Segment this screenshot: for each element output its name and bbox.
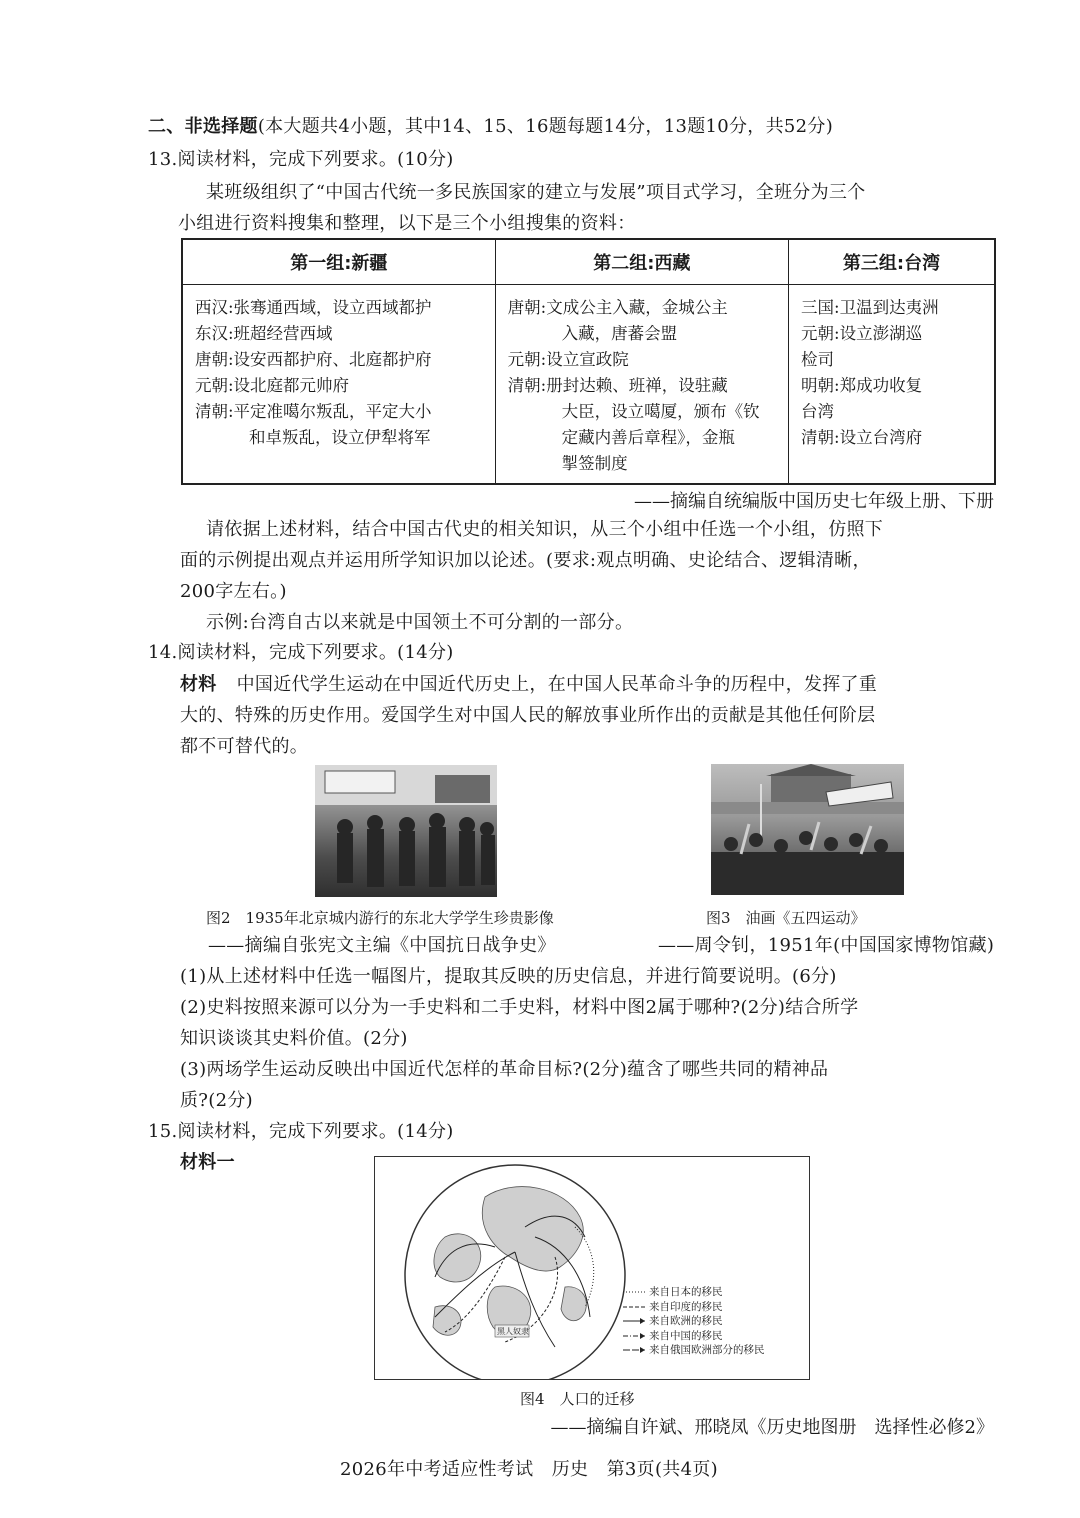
q14-material-text: 中国近代学生运动在中国近代历史上，在中国人民革命斗争的历程中，发挥了重	[236, 674, 878, 695]
q13-example: 示例:台湾自古以来就是中国领土不可分割的一部分。	[206, 612, 634, 633]
q15-material-label: 材料一	[180, 1152, 235, 1173]
table-line: 台湾	[801, 402, 835, 421]
legend-item	[623, 1285, 765, 1300]
section-heading-rest: (本大题共4小题，其中14、15、16题每题14分，13题10分，共52分)	[257, 116, 834, 137]
q13-table	[181, 238, 996, 485]
q15-title: 15.阅读材料，完成下列要求。(14分)	[148, 1121, 454, 1142]
legend-label: 来自中国的移民	[649, 1329, 723, 1342]
dotted-line-icon	[623, 1289, 645, 1295]
table-line: 唐朝:文成公主入藏，金城公主	[507, 298, 728, 317]
legend-item	[623, 1329, 765, 1344]
table-cell-xizang	[495, 285, 788, 485]
long-dash-arrow-icon	[623, 1347, 645, 1353]
q14-material-line2: 大的、特殊的历史作用。爱国学生对中国人民的解放事业所作出的贡献是其他任何阶层	[180, 705, 876, 726]
legend-label: 来自印度的移民	[649, 1300, 723, 1313]
fig3-painting	[711, 764, 904, 895]
q14-material-line3: 都不可替代的。	[180, 736, 309, 757]
table-line: 元朝:设立宣政院	[507, 350, 629, 369]
fig3-source: ——周令钊，1951年(中国国家博物馆藏)	[658, 935, 995, 956]
q13-req-line1: 请依据上述材料，结合中国古代史的相关知识，从三个小组中任选一个小组，仿照下	[206, 519, 884, 540]
fig2-caption: 图2 1935年北京城内游行的东北大学学生珍贵影像	[206, 909, 554, 927]
table-cell-taiwan	[789, 285, 995, 485]
q13-title: 13.阅读材料，完成下列要求。(10分)	[148, 149, 454, 170]
table-line: 明朝:郑成功收复	[801, 376, 923, 395]
q14-q3-line1: (3)两场学生运动反映出中国近代怎样的革命目标?(2分)蕴含了哪些共同的精神品	[180, 1059, 829, 1080]
section-heading-bold: 二、非选择题	[148, 116, 258, 137]
q13-source: ——摘编自统编版中国历史七年级上册、下册	[634, 491, 994, 512]
table-cell-xinjiang	[182, 285, 495, 485]
q14-q3-line2: 质?(2分)	[180, 1090, 253, 1111]
q14-q1: (1)从上述材料中任选一幅图片，提取其反映的历史信息，并进行简要说明。(6分)	[180, 966, 837, 987]
page-footer: 2026年中考适应性考试 历史 第3页(共4页)	[340, 1459, 718, 1480]
dashed-line-icon	[623, 1304, 645, 1310]
table-line: 元朝:设北庭都元帅府	[195, 376, 350, 395]
table-line: 大臣，设立噶厦，颁布《钦	[561, 402, 760, 421]
fig2-source: ——摘编自张宪文主编《中国抗日战争史》	[208, 935, 556, 956]
fig4-map	[374, 1156, 810, 1380]
table-line: 元朝:设立澎湖巡	[801, 324, 923, 343]
solid-arrow-icon	[623, 1318, 645, 1324]
legend-item	[623, 1300, 765, 1315]
q13-intro-line2: 小组进行资料搜集和整理，以下是三个小组搜集的资料：	[178, 213, 636, 234]
q13-intro-line1: 某班级组织了“中国古代统一多民族国家的建立与发展”项目式学习，全班分为三个	[206, 182, 866, 203]
fig3-caption: 图3 油画《五四运动》	[706, 909, 866, 927]
table-header-row	[182, 239, 995, 285]
table-line: 清朝:平定准噶尔叛乱，平定大小	[195, 402, 432, 421]
q14-material-line1	[180, 673, 877, 697]
q14-material-label: 材料	[180, 674, 217, 695]
table-line: 检司	[801, 350, 835, 369]
table-line: 西汉:张骞通西域，设立西域都护	[195, 298, 432, 317]
table-line: 入藏，唐蕃会盟	[561, 324, 678, 343]
legend-item	[623, 1343, 765, 1358]
q13-req-line2: 面的示例提出观点并运用所学知识加以论述。(要求:观点明确、史论结合、逻辑清晰，	[180, 550, 871, 571]
fig4-caption: 图4 人口的迁移	[520, 1390, 635, 1408]
table-header-xizang: 第二组:西藏	[495, 239, 788, 285]
table-line: 和卓叛乱，设立伊犁将军	[249, 428, 431, 447]
map-legend	[623, 1285, 765, 1358]
table-line: 清朝:设立台湾府	[801, 428, 923, 447]
table-body-row	[182, 285, 995, 485]
legend-item	[623, 1314, 765, 1329]
q14-q2-line2: 知识谈谈其史料价值。(2分)	[180, 1028, 408, 1049]
table-line: 掣签制度	[561, 454, 628, 473]
fig2-photo	[315, 765, 497, 897]
table-line: 三国:卫温到达夷洲	[801, 298, 939, 317]
section-heading	[148, 115, 833, 139]
table-line: 唐朝:设安西都护府、北庭都护府	[195, 350, 432, 369]
dash-arrow-icon	[623, 1333, 645, 1339]
legend-label: 来自俄国欧洲部分的移民	[649, 1344, 765, 1356]
table-line: 清朝:册封达赖、班禅，设驻藏	[507, 376, 728, 395]
q15-source: ——摘编自许斌、邢晓凤《历史地图册 选择性必修2》	[550, 1417, 994, 1438]
table-header-xinjiang: 第一组:新疆	[182, 239, 495, 285]
table-line: 定藏内善后章程》，金瓶	[561, 428, 735, 447]
legend-label: 来自欧洲的移民	[649, 1315, 723, 1327]
table-header-taiwan: 第三组:台湾	[789, 239, 995, 285]
legend-label: 来自日本的移民	[649, 1286, 723, 1298]
map-inner-label: 黑人奴隶	[497, 1327, 529, 1336]
q14-title: 14.阅读材料，完成下列要求。(14分)	[148, 642, 454, 663]
q13-req-line3: 200字左右。)	[180, 581, 287, 602]
q14-q2-line1: (2)史料按照来源可以分为一手史料和二手史料，材料中图2属于哪种?(2分)结合所学	[180, 997, 859, 1018]
table-line: 东汉:班超经营西域	[195, 324, 333, 343]
